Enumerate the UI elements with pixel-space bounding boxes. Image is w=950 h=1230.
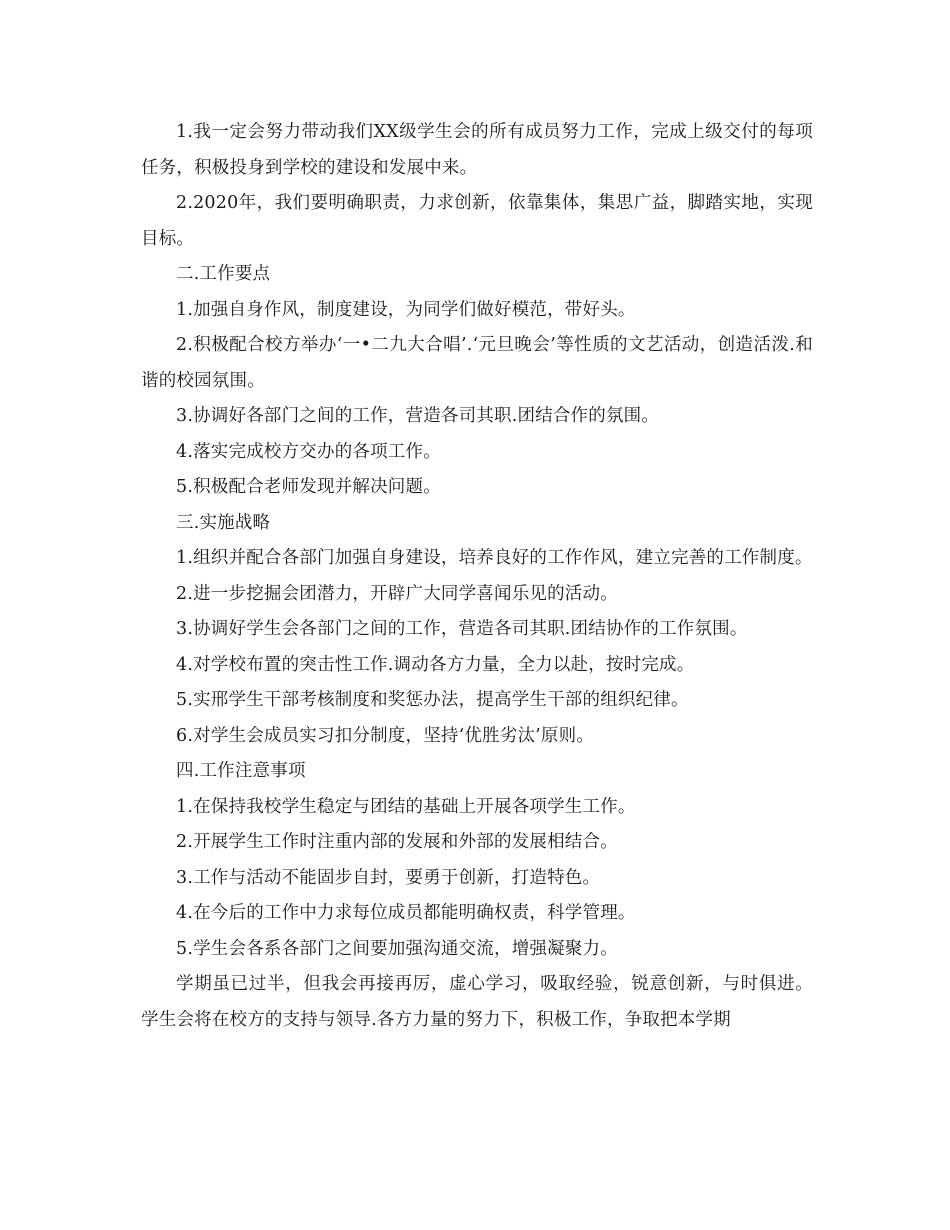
paragraph-goal-2: 2.2020年，我们要明确职责，力求创新，依靠集体，集思广益，脚踏实地，实现目标。 <box>141 193 813 249</box>
paragraph-closing: 学期虽已过半，但我会再接再厉，虚心学习，吸取经验，锐意创新，与时俱进。学生会将在校方的支持与领导.各方力量的努力下，积极工作，争取把本学期 <box>141 974 813 1030</box>
document-body <box>141 115 813 1038</box>
paragraph-work-point-4: 4.落实完成校方交办的各项工作。 <box>176 441 441 462</box>
paragraph-strategy-2: 2.进一步挖掘会团潜力，开辟广大同学喜闻乐见的活动。 <box>176 583 618 604</box>
paragraph-work-point-3: 3.协调好各部门之间的工作，营造各司其职.团结合作的氛围。 <box>176 406 660 426</box>
section-heading-notes: 四.工作注意事项 <box>176 761 306 781</box>
paragraph-strategy-1: 1.组织并配合各部门加强自身建设，培养良好的工作作风，建立完善的工作制度。 <box>176 548 813 568</box>
paragraph-strategy-6: 6.对学生会成员实习扣分制度，坚持‘优胜劣汰’原则。 <box>176 725 595 746</box>
section-heading-work-points: 二.工作要点 <box>176 264 271 284</box>
section-heading-strategy: 三.实施战略 <box>176 512 271 533</box>
paragraph-note-3: 3.工作与活动不能固步自封，要勇于创新，打造特色。 <box>176 867 601 888</box>
paragraph-strategy-5: 5.实邢学生干部考核制度和奖惩办法，提高学生干部的组织纪律。 <box>176 690 689 710</box>
paragraph-note-5: 5.学生会各系各部门之间要加强沟通交流，增强凝聚力。 <box>176 938 618 959</box>
paragraph-work-point-5: 5.积极配合老师发现并解决问题。 <box>176 477 441 497</box>
paragraph-strategy-4: 4.对学校布置的突击性工作.调动各方力量，全力以赴，按时完成。 <box>176 654 695 675</box>
paragraph-work-point-1: 1.加强自身作风，制度建设，为同学们做好模范，带好头。 <box>176 299 636 320</box>
paragraph-note-4: 4.在今后的工作中力求每位成员都能明确权责，科学管理。 <box>176 903 636 923</box>
paragraph-note-2: 2.开展学生工作时注重内部的发展和外部的发展相结合。 <box>176 832 618 852</box>
paragraph-work-point-2: 2.积极配合校方举办‘一•二九大合唱’.‘元旦晚会’等性质的文艺活动，创造活泼.和谐的校园氛围。 <box>141 335 813 391</box>
paragraph-note-1: 1.在保持我校学生稳定与团结的基础上开展各项学生工作。 <box>176 796 636 817</box>
paragraph-strategy-3: 3.协调好学生会各部门之间的工作，营造各司其职.团结协作的工作氛围。 <box>176 619 748 639</box>
paragraph-goal-1: 1.我一定会努力带动我们XX级学生会的所有成员努力工作，完成上级交付的每项任务，积极投身到学校的建设和发展中来。 <box>141 122 813 178</box>
